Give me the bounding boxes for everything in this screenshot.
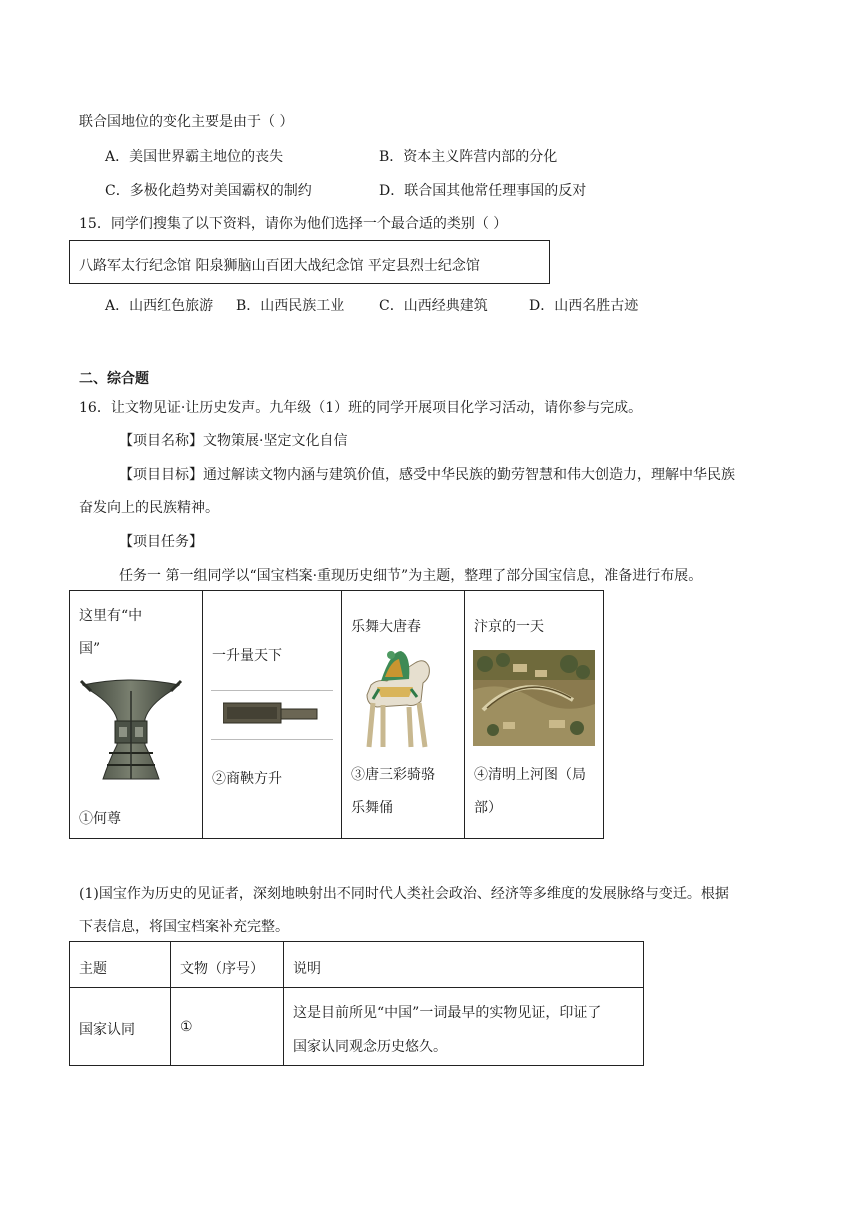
shang-yang-square-sheng-image <box>223 701 319 725</box>
artifact-cell-1 <box>70 591 203 839</box>
image-top-rule <box>211 690 333 691</box>
q15-stem: 15．同学们搜集了以下资料，请你为他们选择一个最合适的类别（ ） <box>79 216 508 232</box>
q15-option-a: A．山西红色旅游 <box>105 298 214 314</box>
sub1-line2: 下表信息，将国宝档案补充完整。 <box>79 919 289 935</box>
row-artifact-text: ① <box>180 1019 193 1035</box>
header-description-text: 说明 <box>293 961 321 977</box>
q14-stem-tail: 联合国地位的变化主要是由于（ ） <box>79 114 294 130</box>
artifact-4-title: 汴京的一天 <box>474 619 544 635</box>
table-row <box>70 988 644 1066</box>
row-description-line2: 国家认同观念历史悠久。 <box>293 1039 447 1055</box>
q15-material-text: 八路军太行纪念馆 阳泉狮脑山百团大战纪念馆 平定县烈士纪念馆 <box>79 258 480 274</box>
row-theme <box>70 988 171 1066</box>
artifact-1-caption: ①何尊 <box>79 811 121 827</box>
row-description <box>284 988 644 1066</box>
header-artifact <box>171 942 284 988</box>
header-artifact-text: 文物（序号） <box>180 961 264 977</box>
task1-text: 任务一 第一组同学以“国宝档案·重现历史细节”为主题，整理了部分国宝信息，准备进行布展。 <box>119 568 703 584</box>
artifact-table <box>69 590 604 839</box>
sub1-line1: (1)国宝作为历史的见证者，深刻地映射出不同时代人类社会政治、经济等多维度的发展脉络与变迁。根据 <box>79 886 729 902</box>
project-task: 【项目任务】 <box>119 534 203 550</box>
row-artifact <box>171 988 284 1066</box>
he-zun-bronze-image <box>79 675 183 787</box>
header-theme-text: 主题 <box>79 961 107 977</box>
artifact-2-caption: ②商鞅方升 <box>212 771 282 787</box>
artifact-3-title: 乐舞大唐春 <box>351 619 421 635</box>
project-goal-line2: 奋发向上的民族精神。 <box>79 500 219 516</box>
qingming-riverside-painting-image <box>473 650 595 746</box>
artifact-4-caption-line2: 部） <box>474 800 502 816</box>
artifact-3-caption-line1: ③唐三彩骑骆 <box>351 767 435 783</box>
row-theme-text: 国家认同 <box>79 1022 135 1038</box>
artifact-4-caption-line1: ④清明上河图（局 <box>474 767 586 783</box>
header-description <box>284 942 644 988</box>
artifact-2-title: 一升量天下 <box>212 648 282 664</box>
header-theme <box>70 942 171 988</box>
artifact-1-title-line2: 国” <box>79 641 101 657</box>
q15-option-d: D．山西名胜古迹 <box>529 298 639 314</box>
project-name: 【项目名称】文物策展·坚定文化自信 <box>119 433 348 449</box>
row-description-line1: 这是目前所见“中国”一词最早的实物见证，印证了 <box>293 1005 602 1021</box>
artifact-3-caption-line2: 乐舞俑 <box>351 800 393 816</box>
q15-material-box <box>69 240 550 284</box>
artifact-cell-3 <box>342 591 465 839</box>
archive-table <box>69 941 644 1066</box>
artifact-cell-4 <box>465 591 604 839</box>
q14-option-b: B．资本主义阵营内部的分化 <box>379 149 558 165</box>
project-goal-line1: 【项目目标】通过解读文物内涵与建筑价值，感受中华民族的勤劳智慧和伟大创造力，理解中华民族 <box>119 467 735 483</box>
artifact-1-title-line1: 这里有“中 <box>79 608 143 624</box>
artifact-cell-2 <box>203 591 342 839</box>
q16-stem: 16．让文物见证·让历史发声。九年级（1）班的同学开展项目化学习活动，请你参与完成。 <box>79 400 643 416</box>
tang-sancai-camel-image <box>357 649 443 751</box>
q14-option-d: D．联合国其他常任理事国的反对 <box>379 183 587 199</box>
q14-option-c: C．多极化趋势对美国霸权的制约 <box>105 183 312 199</box>
image-bottom-rule <box>211 739 333 740</box>
section-heading: 二、综合题 <box>79 371 149 387</box>
q15-option-c: C．山西经典建筑 <box>379 298 488 314</box>
q15-option-b: B．山西民族工业 <box>236 298 345 314</box>
q14-option-a: A．美国世界霸主地位的丧失 <box>105 149 284 165</box>
